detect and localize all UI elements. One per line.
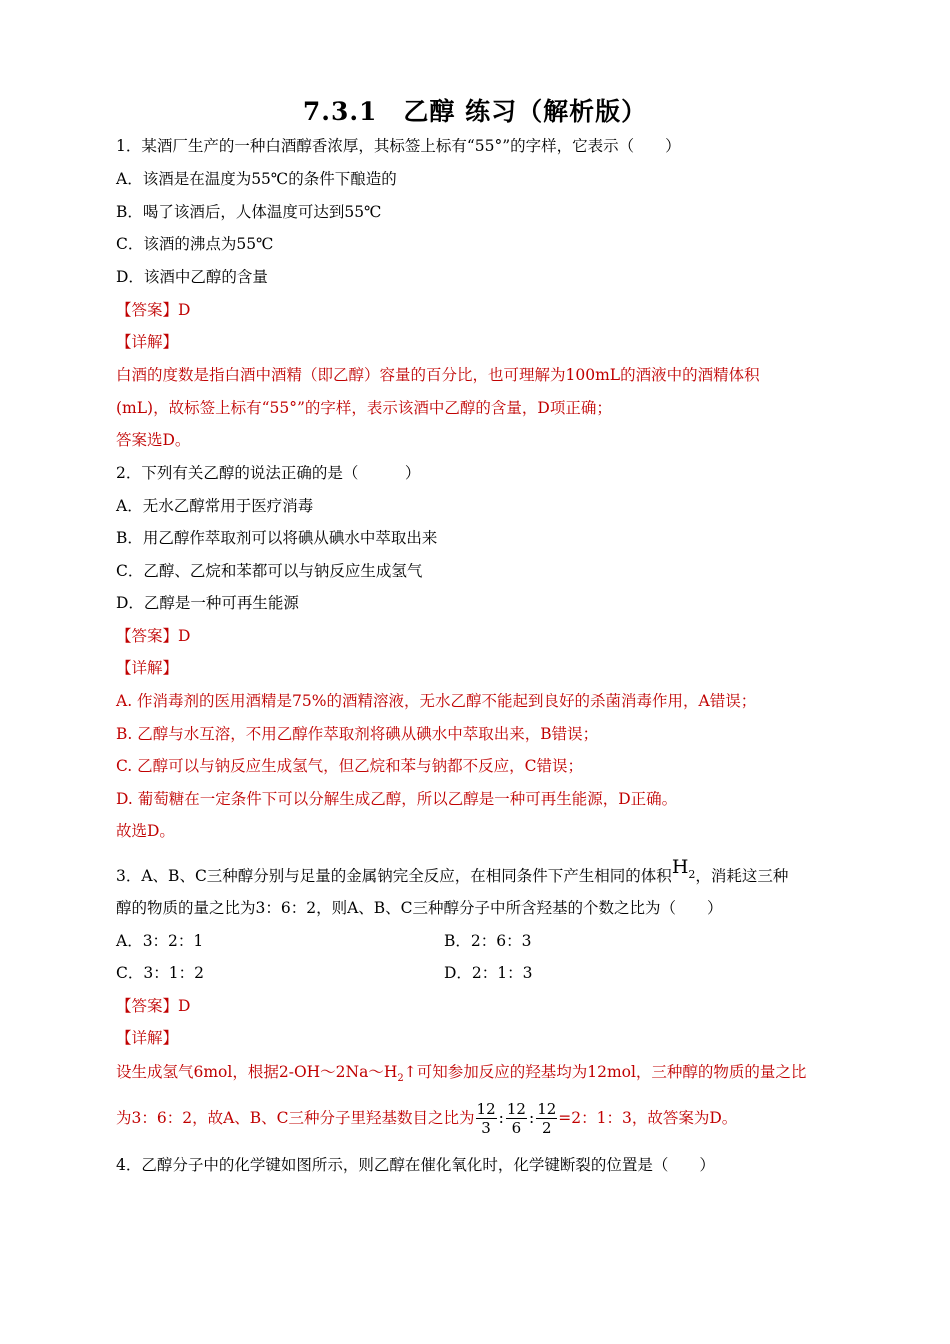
page-title: 7.3.1 乙醇 练习（解析版） [302, 97, 648, 126]
q2-detail-label: 【详解】 [116, 659, 179, 677]
ratio-colon: : [528, 1109, 535, 1127]
q2-option-c: C．乙醇、乙烷和苯都可以与钠反应生成氢气 [116, 562, 423, 580]
q3-answer: 【答案】D [116, 997, 191, 1015]
fraction-12-over-6 [506, 1100, 527, 1137]
q3-detail-label: 【详解】 [116, 1029, 179, 1047]
q3-option-b: B．2：6：3 [444, 932, 532, 950]
q3-option-d: D．2：1：3 [444, 964, 533, 982]
q3-exp2-part-1: 为3：6：2，故A、B、C三种分子里羟基数目之比为 [116, 1109, 475, 1127]
q2-option-b: B．用乙醇作萃取剂可以将碘从碘水中萃取出来 [116, 529, 438, 547]
q3-explanation-line-1 [116, 1062, 806, 1089]
fraction-numerator: 12 [537, 1099, 557, 1118]
q2-stem: 2．下列有关乙醇的说法正确的是（ ） [116, 464, 421, 482]
q1-explanation-line-2: (mL)，故标签上标有“55°”的字样，表示该酒中乙醇的含量，D项正确； [116, 399, 612, 417]
q3-explanation-line-2 [116, 1097, 737, 1138]
q1-answer: 【答案】D [116, 301, 191, 319]
fraction-denominator: 2 [541, 1118, 552, 1137]
h2-symbol: H [671, 856, 689, 878]
q1-detail-label: 【详解】 [116, 333, 179, 351]
q2-explanation-line-5: 故选D。 [116, 822, 175, 840]
q3-stem-part-2: ，消耗这三种 [695, 867, 789, 885]
fraction-denominator: 3 [481, 1118, 491, 1137]
q3-exp1-part-2: ↑可知参加反应的羟基均为12mol，三种醇的物质的量之比 [403, 1063, 807, 1081]
q2-explanation-line-2: B. 乙醇与水互溶，不用乙醇作萃取剂将碘从碘水中萃取出来，B错误； [116, 725, 599, 743]
q1-option-a: A．该酒是在温度为55℃的条件下酿造的 [116, 170, 397, 188]
q2-explanation-line-3: C. 乙醇可以与钠反应生成氢气，但乙烷和苯与钠都不反应，C错误； [116, 757, 584, 775]
q2-explanation-line-1: A. 作消毒剂的医用酒精是75%的酒精溶液，无水乙醇不能起到良好的杀菌消毒作用，A错误； [116, 692, 757, 710]
q1-explanation-line-1: 白酒的度数是指白酒中酒精（即乙醇）容量的百分比，也可理解为100mL的酒液中的酒精体积 [116, 366, 760, 384]
fraction-12-over-2 [536, 1100, 557, 1137]
fraction-numerator: 12 [476, 1099, 496, 1118]
q3-option-c: C．3：1：2 [116, 964, 204, 982]
q3-exp2-part-2: =2：1：3，故答案为D。 [558, 1109, 738, 1127]
q3-stem-part-1: 3．A、B、C三种醇分别与足量的金属钠完全反应，在相同条件下产生相同的体积 [116, 867, 672, 885]
q3-stem-line-2: 醇的物质的量之比为3：6：2，则A、B、C三种醇分子中所含羟基的个数之比为（ ） [116, 899, 723, 917]
q2-explanation-line-4: D. 葡萄糖在一定条件下可以分解生成乙醇，所以乙醇是一种可再生能源，D正确。 [116, 790, 678, 808]
q1-option-b: B．喝了该酒后，人体温度可达到55℃ [116, 203, 382, 221]
h2-subscript: 2 [688, 867, 696, 881]
q1-stem: 1．某酒厂生产的一种白酒醇香浓厚，其标签上标有“55°”的字样，它表示（ ） [116, 137, 681, 155]
q3-option-a: A．3：2：1 [116, 932, 204, 950]
q2-option-d: D．乙醇是一种可再生能源 [116, 594, 299, 612]
q3-exp1-part-1: 设生成氢气6mol，根据2-OH～2Na～H [116, 1063, 398, 1081]
ratio-colon: : [498, 1109, 504, 1127]
fraction-denominator: 6 [511, 1118, 522, 1137]
q3-exp1-subscript: 2 [397, 1073, 404, 1085]
q3-stem-line-1 [116, 856, 789, 893]
fraction-numerator: 12 [506, 1099, 526, 1118]
q1-option-d: D．该酒中乙醇的含量 [116, 268, 268, 286]
q2-option-a: A．无水乙醇常用于医疗消毒 [116, 497, 314, 515]
q2-answer: 【答案】D [116, 627, 191, 645]
fraction-12-over-3 [476, 1100, 497, 1137]
q1-option-c: C．该酒的沸点为55℃ [116, 235, 274, 253]
h2-formula [671, 856, 696, 881]
q4-stem: 4．乙醇分子中的化学键如图所示，则乙醇在催化氧化时，化学键断裂的位置是（ ） [116, 1156, 715, 1174]
q1-explanation-line-3: 答案选D。 [116, 431, 191, 449]
